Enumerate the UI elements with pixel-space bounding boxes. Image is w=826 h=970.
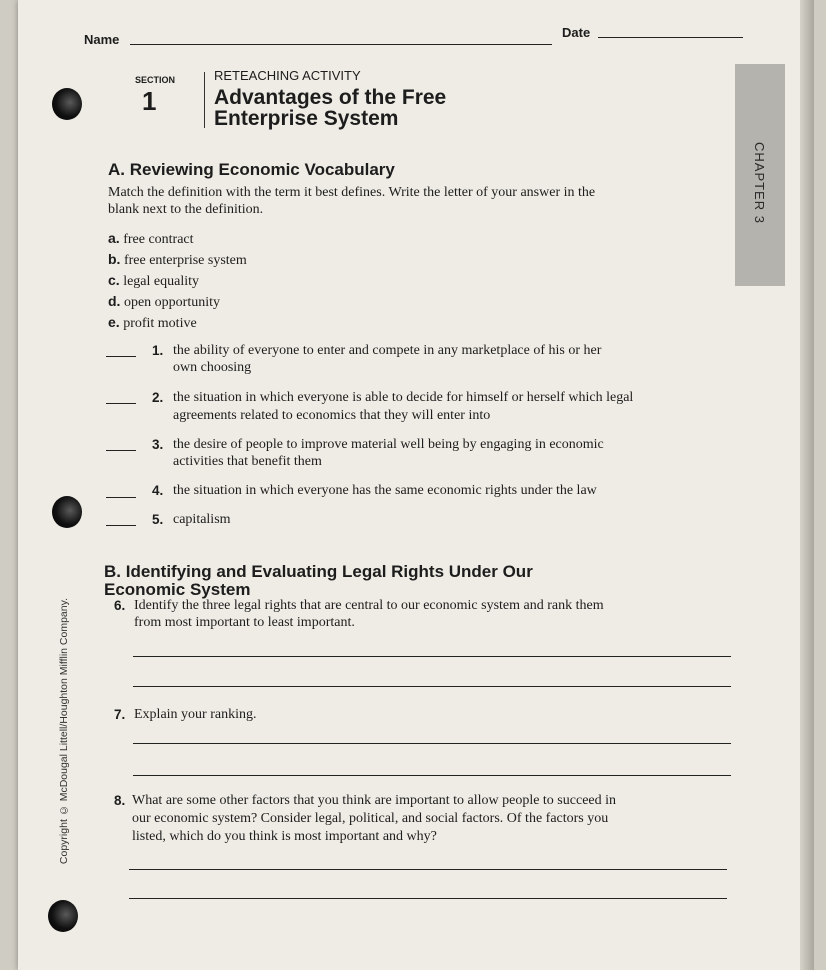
date-field[interactable]	[598, 37, 743, 38]
term-item	[108, 230, 194, 248]
term-item	[108, 314, 197, 332]
binder-hole-bottom	[48, 900, 78, 932]
term-text: free enterprise system	[123, 253, 247, 268]
answer-line[interactable]	[133, 775, 731, 776]
answer-blank-1[interactable]	[106, 356, 136, 357]
question-number: 3.	[152, 437, 164, 452]
term-text: profit motive	[123, 316, 197, 331]
question-number: 5.	[152, 512, 164, 527]
question-text-cont: agreements related to economics that they will enter into	[173, 408, 491, 423]
question-text: the situation in which everyone is able to decide for himself or herself which legal	[173, 390, 634, 405]
section-b-heading-line1: B. Identifying and Evaluating Legal Rights Under Our	[104, 562, 533, 581]
question-text: What are some other factors that you think are important to allow people to succeed in	[132, 793, 617, 808]
page-title-line1: Advantages of the Free	[214, 86, 447, 109]
chapter-tab-label: CHAPTER 3	[752, 142, 767, 224]
answer-blank-5[interactable]	[106, 525, 136, 526]
copyright-notice: Copyright © McDougal Littell/Houghton Mifflin Company.	[58, 598, 70, 865]
term-letter: a.	[108, 230, 120, 246]
question-text: the ability of everyone to enter and compete in any marketplace of his or her	[173, 343, 602, 358]
name-field[interactable]	[130, 44, 552, 45]
answer-blank-2[interactable]	[106, 403, 136, 404]
term-item	[108, 251, 247, 269]
term-letter: c.	[108, 272, 120, 288]
question-text: the situation in which everyone has the same economic rights under the law	[173, 483, 597, 498]
answer-line[interactable]	[133, 743, 731, 744]
question-number: 1.	[152, 343, 164, 358]
question-text-cont: activities that benefit them	[173, 454, 322, 469]
section-label: SECTION	[135, 75, 176, 85]
question-number: 2.	[152, 390, 164, 405]
question-text: capitalism	[173, 512, 231, 527]
question-text-cont: listed, which do you think is most important and why?	[132, 829, 437, 844]
section-a-instructions-line2: blank next to the definition.	[108, 202, 264, 217]
question-number: 8.	[114, 793, 126, 808]
binder-hole-middle	[52, 496, 82, 528]
question-text: Identify the three legal rights that are central to our economic system and rank them	[134, 598, 604, 613]
question-number: 4.	[152, 483, 164, 498]
term-letter: d.	[108, 293, 121, 309]
answer-line[interactable]	[129, 869, 727, 870]
activity-label: RETEACHING ACTIVITY	[214, 68, 361, 83]
date-label: Date	[562, 25, 591, 40]
term-item	[108, 293, 220, 311]
section-b-heading-line2: Economic System	[104, 580, 251, 599]
answer-line[interactable]	[129, 898, 727, 899]
term-text: legal equality	[123, 274, 199, 289]
term-letter: b.	[108, 251, 121, 267]
question-text-cont: our economic system? Consider legal, political, and social factors. Of the factors you	[132, 811, 609, 826]
term-letter: e.	[108, 314, 120, 330]
answer-line[interactable]	[133, 656, 731, 657]
answer-blank-4[interactable]	[106, 497, 136, 498]
question-number: 6.	[114, 598, 126, 613]
section-a-instructions-line1: Match the definition with the term it best defines. Write the letter of your answer in the	[108, 185, 596, 200]
question-text: the desire of people to improve material well being by engaging in economic	[173, 437, 604, 452]
name-label: Name	[84, 32, 120, 47]
answer-blank-3[interactable]	[106, 450, 136, 451]
question-number: 7.	[114, 707, 126, 722]
page-title-line2: Enterprise System	[214, 107, 399, 130]
binder-hole-top	[52, 88, 82, 120]
question-text-cont: from most important to least important.	[134, 615, 355, 630]
section-a-heading: A. Reviewing Economic Vocabulary	[108, 160, 395, 179]
term-item	[108, 272, 199, 290]
section-number: 1	[142, 86, 157, 116]
term-text: open opportunity	[123, 295, 220, 310]
answer-line[interactable]	[133, 686, 731, 687]
title-divider	[204, 72, 205, 128]
question-text-cont: own choosing	[173, 360, 252, 375]
question-text: Explain your ranking.	[134, 707, 257, 722]
term-text: free contract	[123, 232, 194, 247]
